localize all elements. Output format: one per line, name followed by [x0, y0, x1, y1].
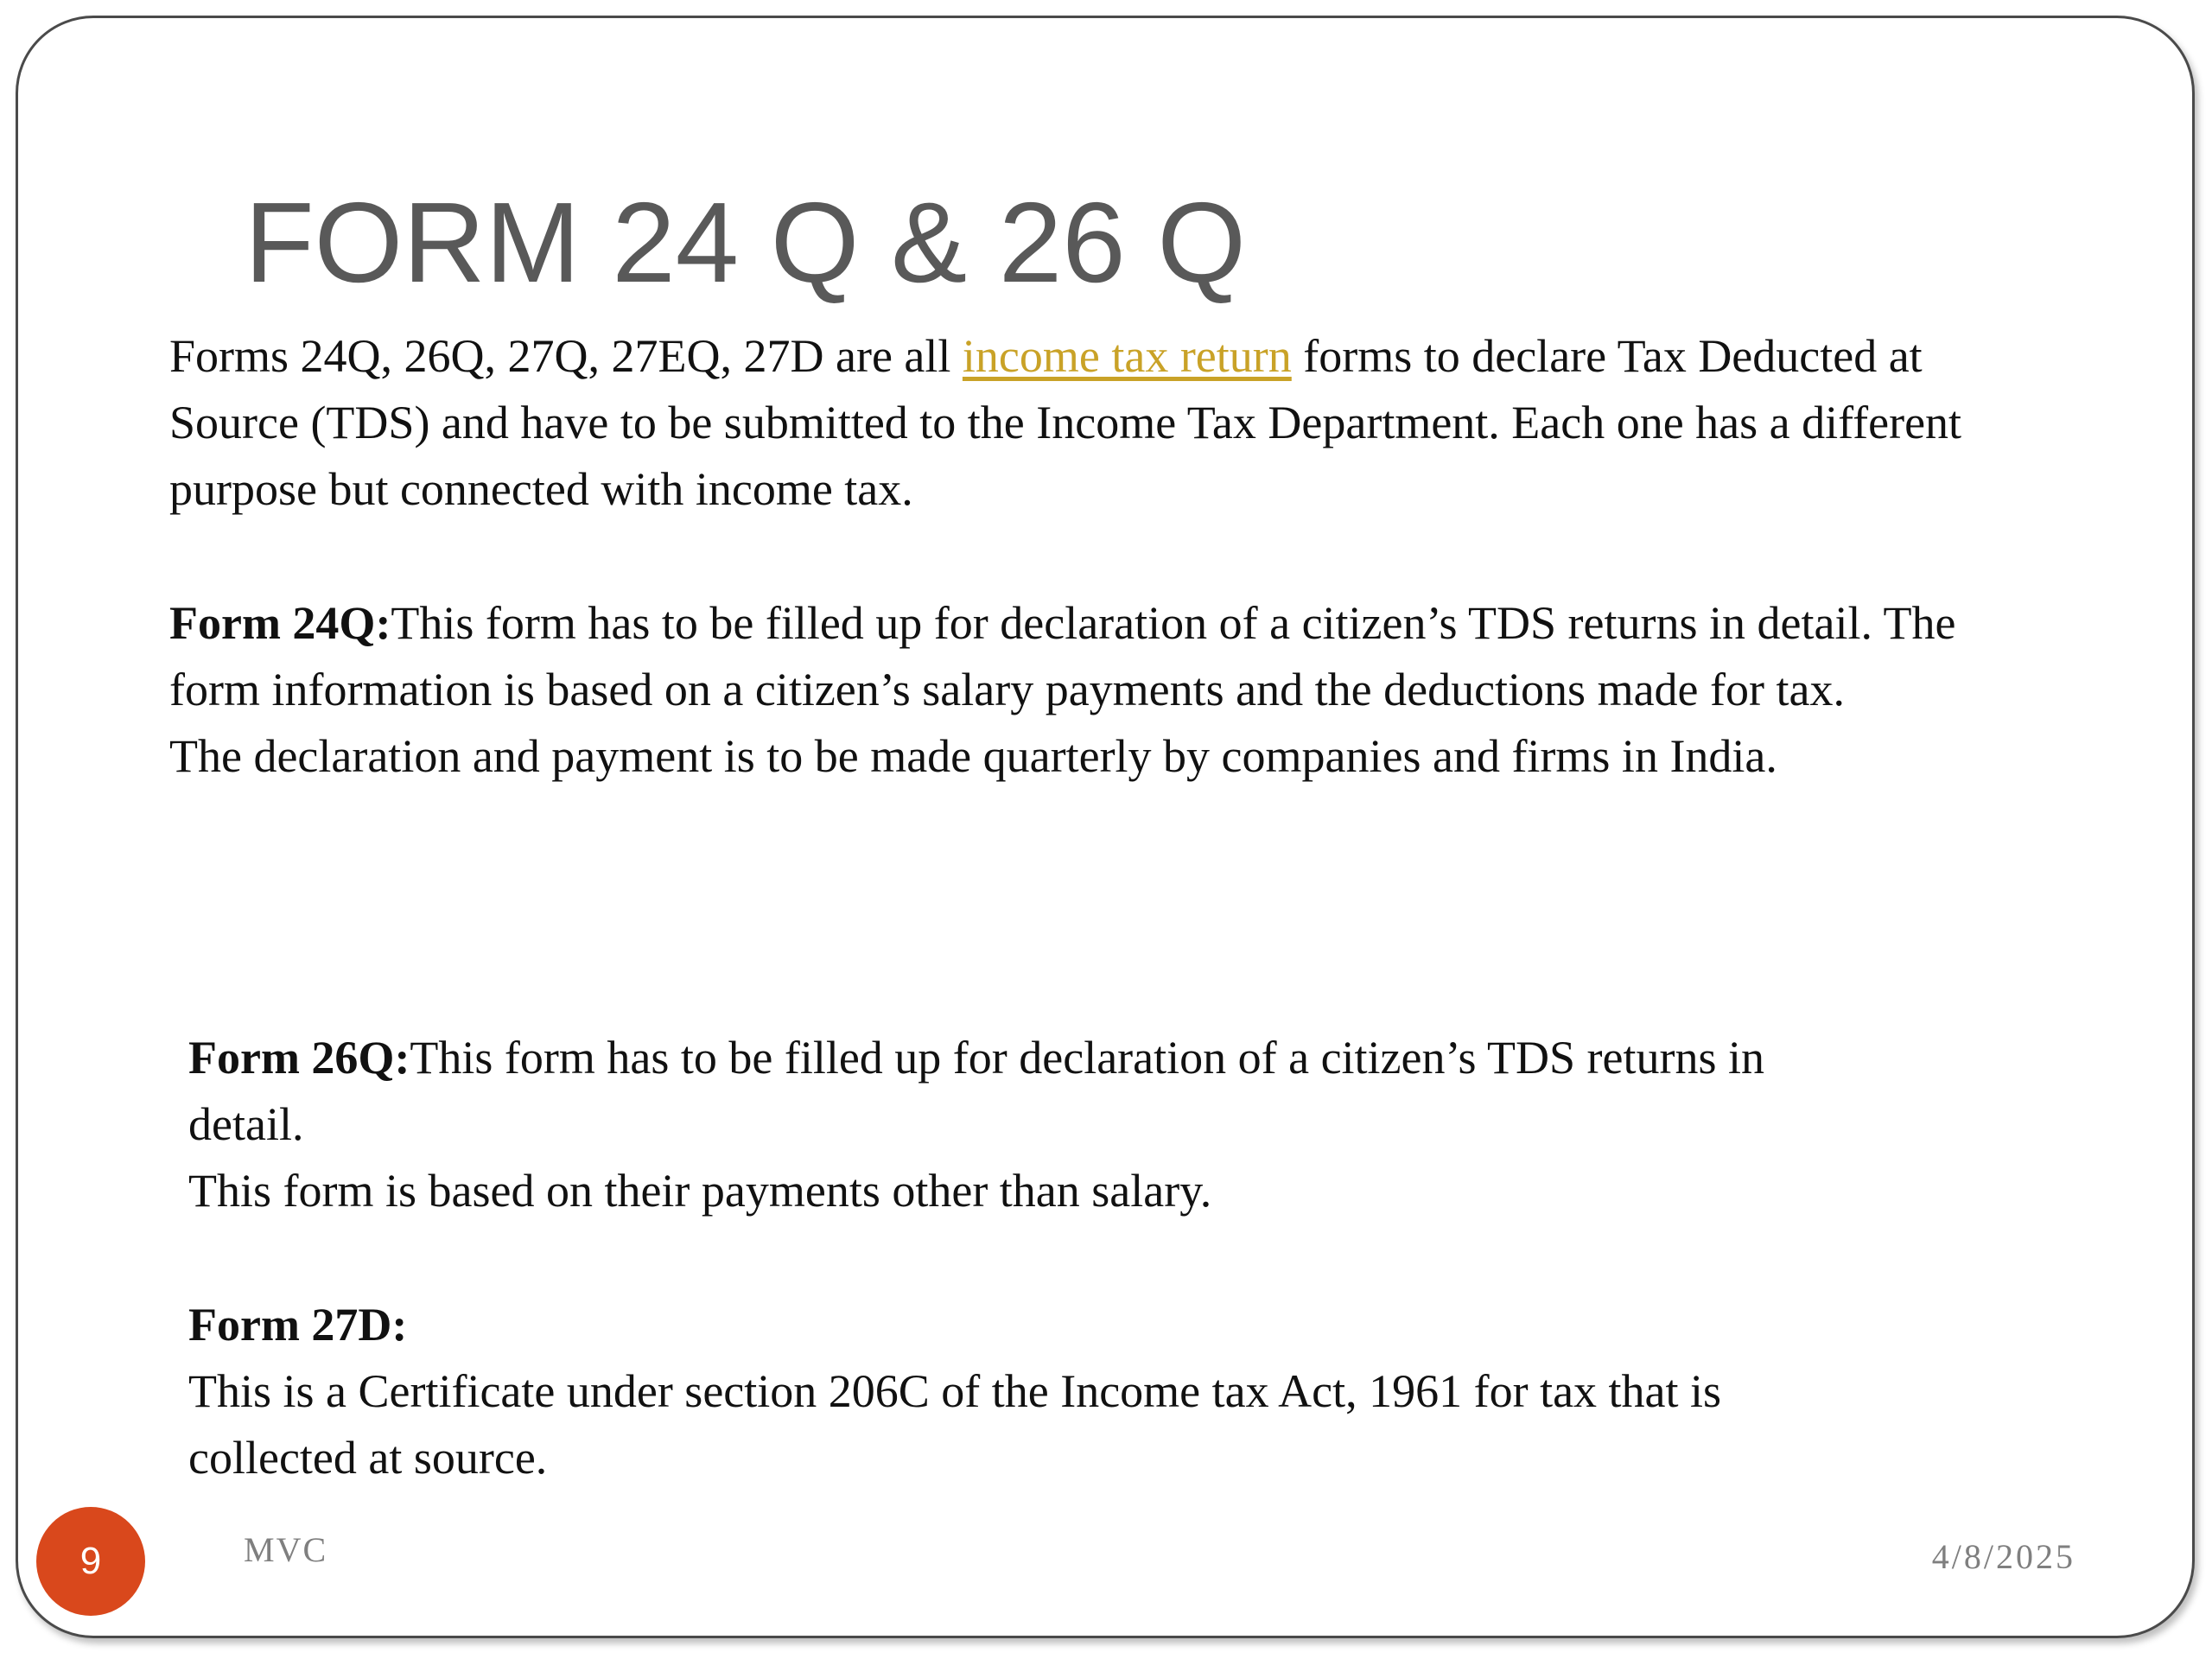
form-24q-line-1-text: This form has to be filled up for declaration of a citizen’s TDS returns in detail. The	[391, 597, 1956, 649]
form-24q-line-2: form information is based on a citizen’s salary payments and the deductions made for tax.	[169, 664, 1845, 715]
form-26q-heading: Form 26Q:	[188, 1032, 410, 1084]
form-26q-line-2: detail.	[188, 1098, 304, 1150]
intro-line-1-end: forms to declare Tax Deducted at	[1291, 330, 1923, 382]
intro-line-2: Source (TDS) and have to be submitted to the Income Tax Department. Each one has a different	[169, 397, 1962, 448]
form-24q-heading: Form 24Q:	[169, 597, 391, 649]
form-24q-line-3: The declaration and payment is to be made quarterly by companies and firms in India.	[169, 730, 1777, 782]
slide-title: FORM 24 Q & 26 Q	[245, 179, 1246, 306]
form-26q-line-1-text: This form has to be filled up for declaration of a citizen’s TDS returns in	[410, 1032, 1765, 1084]
income-tax-return-link[interactable]: income tax return	[962, 330, 1292, 382]
footer-text: MVC	[244, 1530, 328, 1569]
form-27d-heading: Form 27D:	[188, 1299, 408, 1351]
form-27d-line-1: This is a Certificate under section 206C of the Income tax Act, 1961 for tax that is	[188, 1365, 1722, 1417]
form-27d-paragraph	[188, 1292, 1925, 1491]
intro-line-1	[169, 323, 2096, 390]
form-24q-line-1	[169, 590, 2096, 657]
form-24q-paragraph	[169, 590, 2096, 790]
form-27d-line-2: collected at source.	[188, 1432, 548, 1484]
intro-paragraph	[169, 323, 2096, 523]
form-26q-paragraph	[188, 1025, 1925, 1224]
intro-line-3: purpose but connected with income tax.	[169, 463, 913, 515]
form-26q-line-3: This form is based on their payments other than salary.	[188, 1165, 1212, 1217]
footer-date: 4/8/2025	[1931, 1537, 2075, 1576]
intro-line-1-start: Forms 24Q, 26Q, 27Q, 27EQ, 27D are all	[169, 330, 963, 382]
slide-number-badge: 9	[36, 1507, 145, 1616]
form-26q-line-1	[188, 1025, 1925, 1091]
